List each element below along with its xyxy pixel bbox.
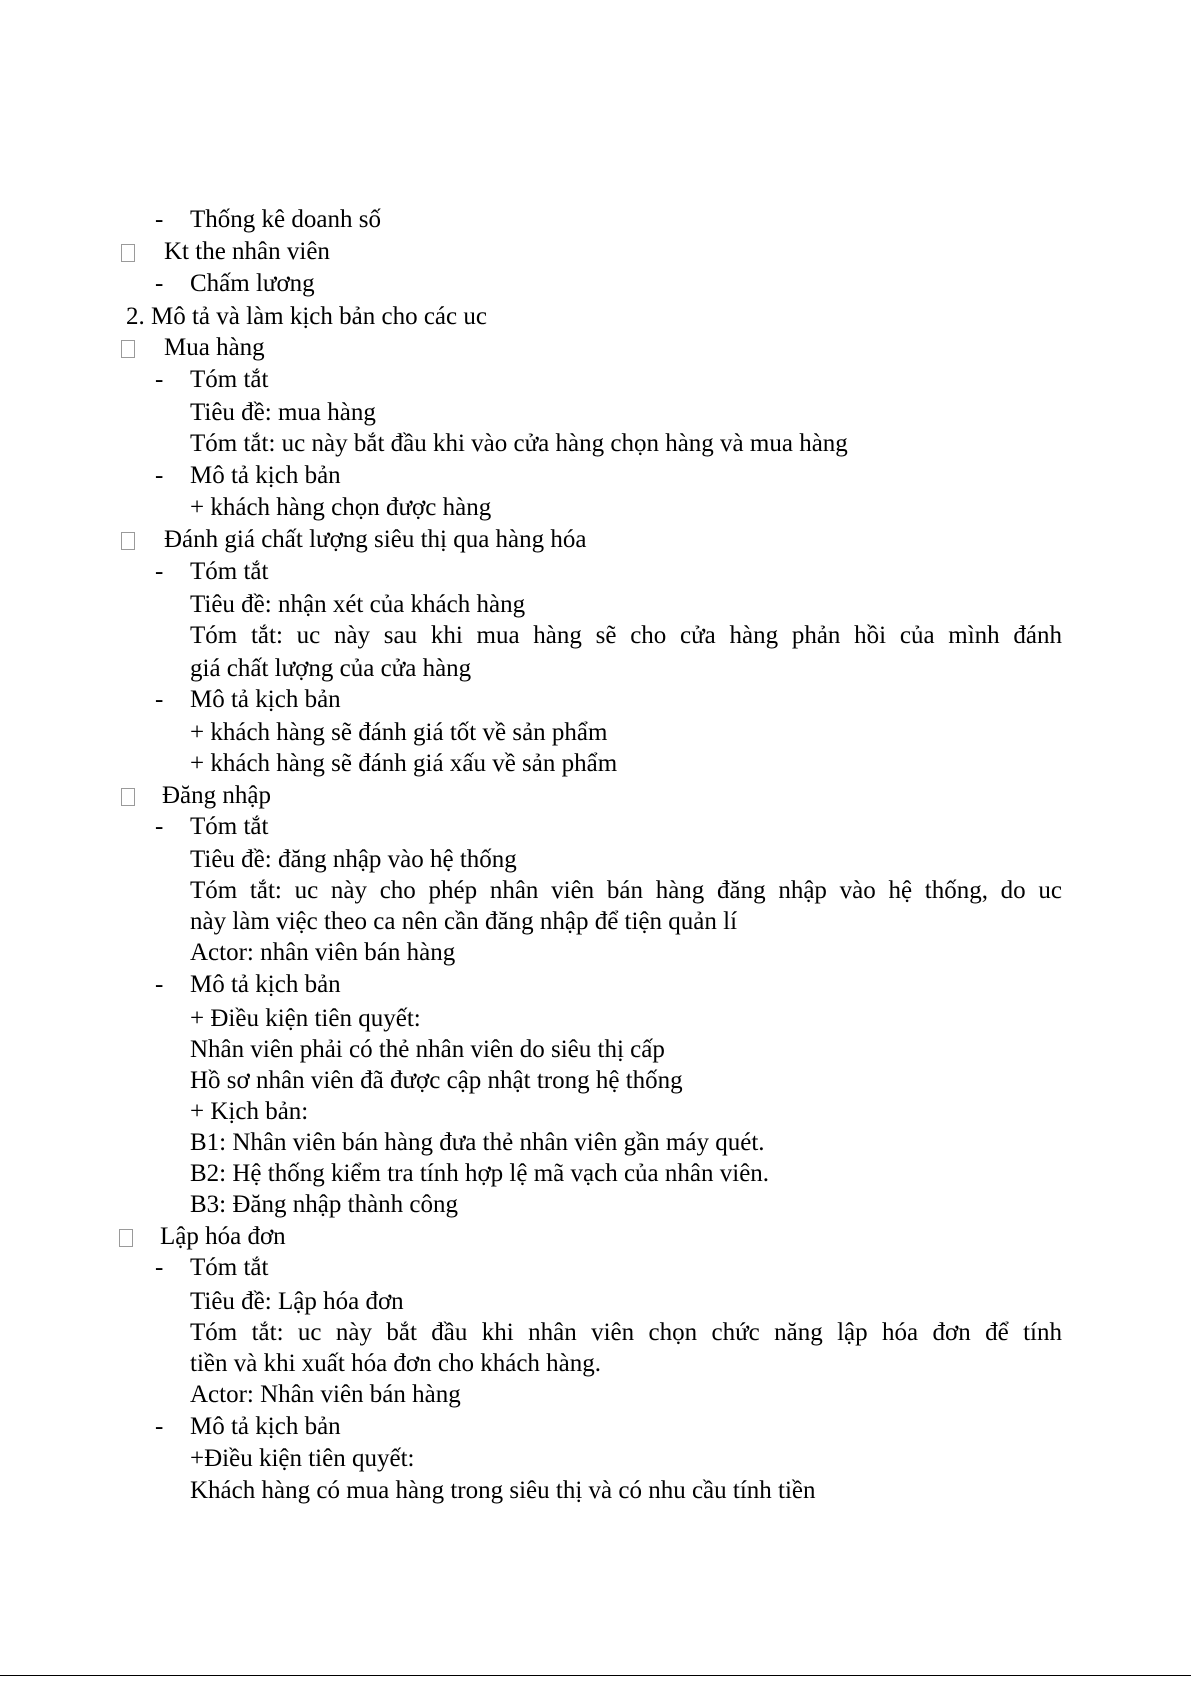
text-line: + khách hàng sẽ đánh giá xấu về sản phẩm [190, 750, 618, 777]
dash-bullet: - [155, 686, 164, 713]
text-line: Tiêu đề: nhận xét của khách hàng [190, 591, 526, 618]
numbered-heading: 2. Mô tả và làm kịch bản cho các uc [126, 303, 487, 330]
text-line: Tóm tắt: uc này bắt đầu khi nhân viên chọn chức năng lập hóa đơn để tính [190, 1319, 1062, 1346]
section-heading: Kt the nhân viên [164, 238, 330, 265]
dash-bullet: - [155, 366, 164, 393]
text-line: Tóm tắt [190, 813, 269, 840]
text-line: Tóm tắt [190, 558, 269, 585]
checkbox-bullet-icon [121, 244, 135, 262]
section-heading: Đăng nhập [162, 782, 271, 809]
checkbox-bullet-icon [121, 788, 135, 806]
text-line: Mô tả kịch bản [190, 1413, 341, 1440]
dash-bullet: - [155, 813, 164, 840]
dash-bullet: - [155, 270, 164, 297]
text-line: Chấm lương [190, 270, 315, 297]
page-bottom-divider [0, 1675, 1191, 1676]
checkbox-bullet-icon [121, 340, 135, 358]
text-line: Mô tả kịch bản [190, 686, 341, 713]
dash-bullet: - [155, 971, 164, 998]
text-line: Tóm tắt: uc này sau khi mua hàng sẽ cho cửa hàng phản hồi của mình đánh [190, 622, 1062, 649]
section-heading: Mua hàng [164, 334, 265, 361]
text-line: B2: Hệ thống kiểm tra tính hợp lệ mã vạch của nhân viên. [190, 1160, 770, 1187]
text-line: Tiêu đề: đăng nhập vào hệ thống [190, 846, 517, 873]
dash-bullet: - [155, 558, 164, 585]
text-line: B1: Nhân viên bán hàng đưa thẻ nhân viên gần máy quét. [190, 1129, 765, 1156]
text-line: Nhân viên phải có thẻ nhân viên do siêu thị cấp [190, 1036, 665, 1063]
section-heading: Đánh giá chất lượng siêu thị qua hàng hóa [164, 526, 587, 553]
text-line: + khách hàng sẽ đánh giá tốt về sản phẩm [190, 719, 608, 746]
text-line: Thống kê doanh số [190, 206, 381, 233]
text-line: Tóm tắt: uc này cho phép nhân viên bán hàng đăng nhập vào hệ thống, do uc [190, 877, 1062, 904]
checkbox-bullet-icon [119, 1229, 133, 1247]
dash-bullet: - [155, 462, 164, 489]
text-line: giá chất lượng của cửa hàng [190, 655, 472, 682]
dash-bullet: - [155, 1413, 164, 1440]
dash-bullet: - [155, 206, 164, 233]
text-line: Tóm tắt [190, 366, 269, 393]
text-line: + Điều kiện tiên quyết: [190, 1005, 421, 1032]
text-line: Tóm tắt [190, 1254, 269, 1281]
text-line: Khách hàng có mua hàng trong siêu thị và có nhu cầu tính tiền [190, 1477, 816, 1504]
text-line: Mô tả kịch bản [190, 971, 341, 998]
text-line: + Kịch bản: [190, 1098, 309, 1125]
text-line: Tiêu đề: Lập hóa đơn [190, 1288, 404, 1315]
text-line: + khách hàng chọn được hàng [190, 494, 492, 521]
section-heading: Lập hóa đơn [160, 1223, 286, 1250]
text-line: Hồ sơ nhân viên đã được cập nhật trong hệ thống [190, 1067, 683, 1094]
text-line: B3: Đăng nhập thành công [190, 1191, 459, 1218]
text-line: này làm việc theo ca nên cần đăng nhập để tiện quản lí [190, 908, 738, 935]
text-line: Tiêu đề: mua hàng [190, 399, 376, 426]
checkbox-bullet-icon [121, 532, 135, 550]
text-line: +Điều kiện tiên quyết: [190, 1445, 415, 1472]
text-line: Mô tả kịch bản [190, 462, 341, 489]
text-line: Tóm tắt: uc này bắt đầu khi vào cửa hàng chọn hàng và mua hàng [190, 430, 848, 457]
text-line: tiền và khi xuất hóa đơn cho khách hàng. [190, 1350, 602, 1377]
text-line: Actor: Nhân viên bán hàng [190, 1381, 461, 1408]
text-line: Actor: nhân viên bán hàng [190, 939, 456, 966]
dash-bullet: - [155, 1254, 164, 1281]
